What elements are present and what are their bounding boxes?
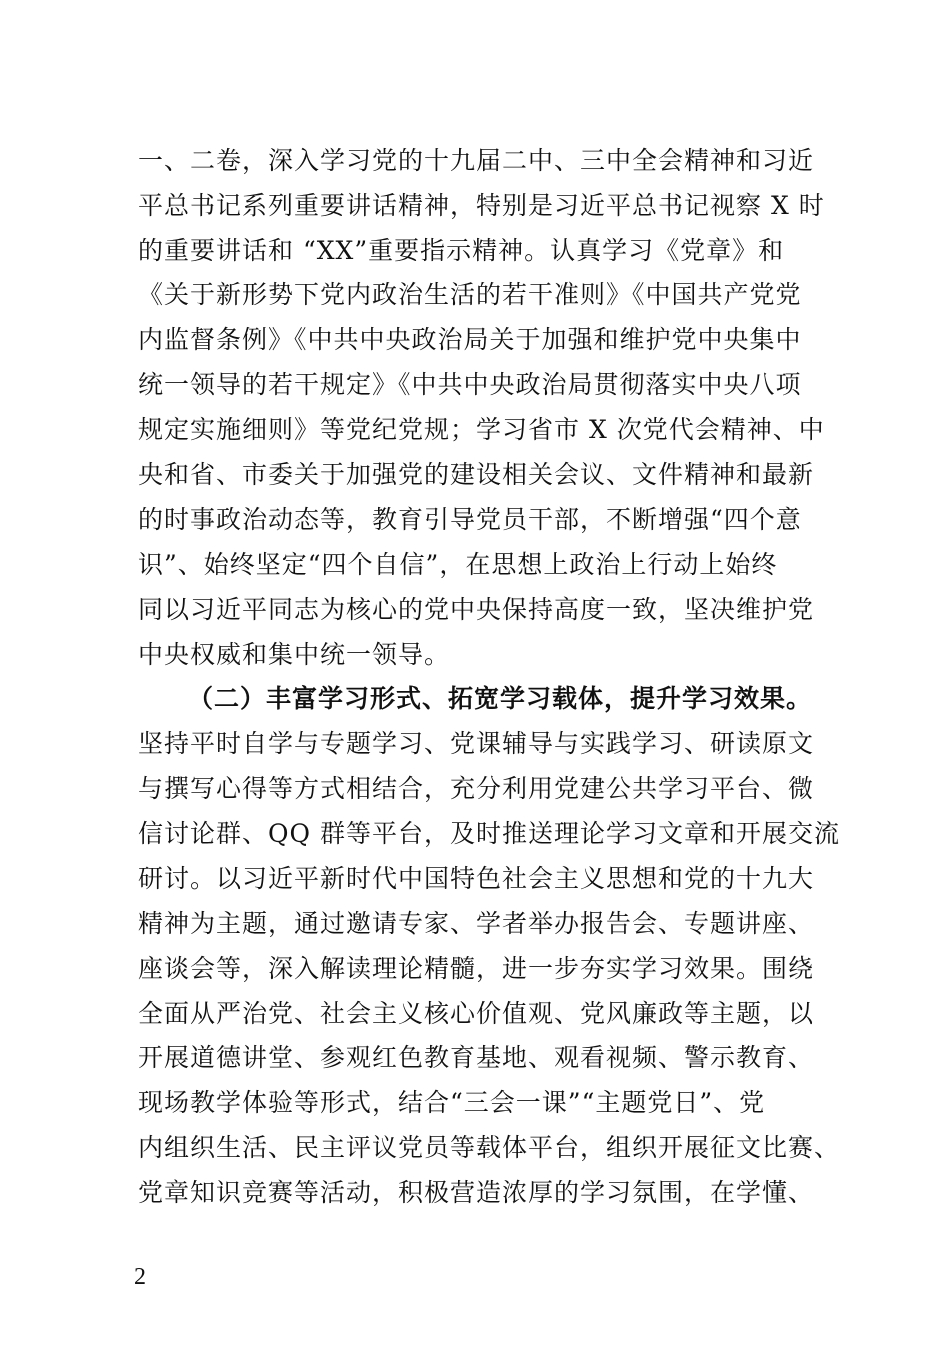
body-text-line: 座谈会等，深入解读理论精髓，进一步夯实学习效果。围绕 bbox=[138, 954, 815, 983]
body-text-line: 中央权威和集中统一领导。 bbox=[138, 640, 451, 669]
body-text-line: 全面从严治党、社会主义核心价值观、党风廉政等主题，以 bbox=[138, 999, 815, 1028]
body-text-line: 精神为主题，通过邀请专家、学者举办报告会、专题讲座、 bbox=[138, 909, 815, 938]
body-text-line: 信讨论群、QQ 群等平台，及时推送理论学习文章和开展交流 bbox=[138, 819, 840, 848]
body-text-line: 识”、始终坚定“四个自信”，在思想上政治上行动上始终 bbox=[138, 550, 778, 579]
body-text-line: 《关于新形势下党内政治生活的若干准则》《中国共产党党 bbox=[138, 280, 802, 309]
body-text-line: 同以习近平同志为核心的党中央保持高度一致，坚决维护党 bbox=[138, 595, 815, 624]
body-text-line: 坚持平时自学与专题学习、党课辅导与实践学习、研读原文 bbox=[138, 729, 815, 758]
section-heading: （二）丰富学习形式、拓宽学习载体，提升学习效果。 bbox=[188, 684, 813, 713]
body-text-line: 的重要讲话和 “XX”重要指示精神。认真学习《党章》和 bbox=[138, 236, 785, 265]
body-text-line: 规定实施细则》等党纪党规；学习省市 X 次党代会精神、中 bbox=[138, 415, 825, 444]
body-text-line: 平总书记系列重要讲话精神，特别是习近平总书记视察 X 时 bbox=[138, 191, 825, 220]
body-text-line: 党章知识竞赛等活动，积极营造浓厚的学习氛围，在学懂、 bbox=[138, 1178, 815, 1207]
body-text-line: 研讨。以习近平新时代中国特色社会主义思想和党的十九大 bbox=[138, 864, 815, 893]
body-text-line: 现场教学体验等形式，结合“三会一课”“主题党日”、党 bbox=[138, 1088, 766, 1117]
body-text-line: 与撰写心得等方式相结合，充分利用党建公共学习平台、微 bbox=[138, 774, 815, 803]
page-number: 2 bbox=[134, 1264, 146, 1290]
body-text-line: 央和省、市委关于加强党的建设相关会议、文件精神和最新 bbox=[138, 460, 815, 489]
body-text-line: 统一领导的若干规定》《中共中央政治局贯彻落实中央八项 bbox=[138, 370, 802, 399]
body-text-line: 的时事政治动态等，教育引导党员干部，不断增强“四个意 bbox=[138, 505, 802, 534]
body-text-line: 内组织生活、民主评议党员等载体平台，组织开展征文比赛、 bbox=[138, 1133, 841, 1162]
body-text-line: 开展道德讲堂、参观红色教育基地、观看视频、警示教育、 bbox=[138, 1043, 815, 1072]
body-text-line: 一、二卷，深入学习党的十九届二中、三中全会精神和习近 bbox=[138, 146, 815, 175]
body-text-line: 内监督条例》《中共中央政治局关于加强和维护党中央集中 bbox=[138, 325, 802, 354]
